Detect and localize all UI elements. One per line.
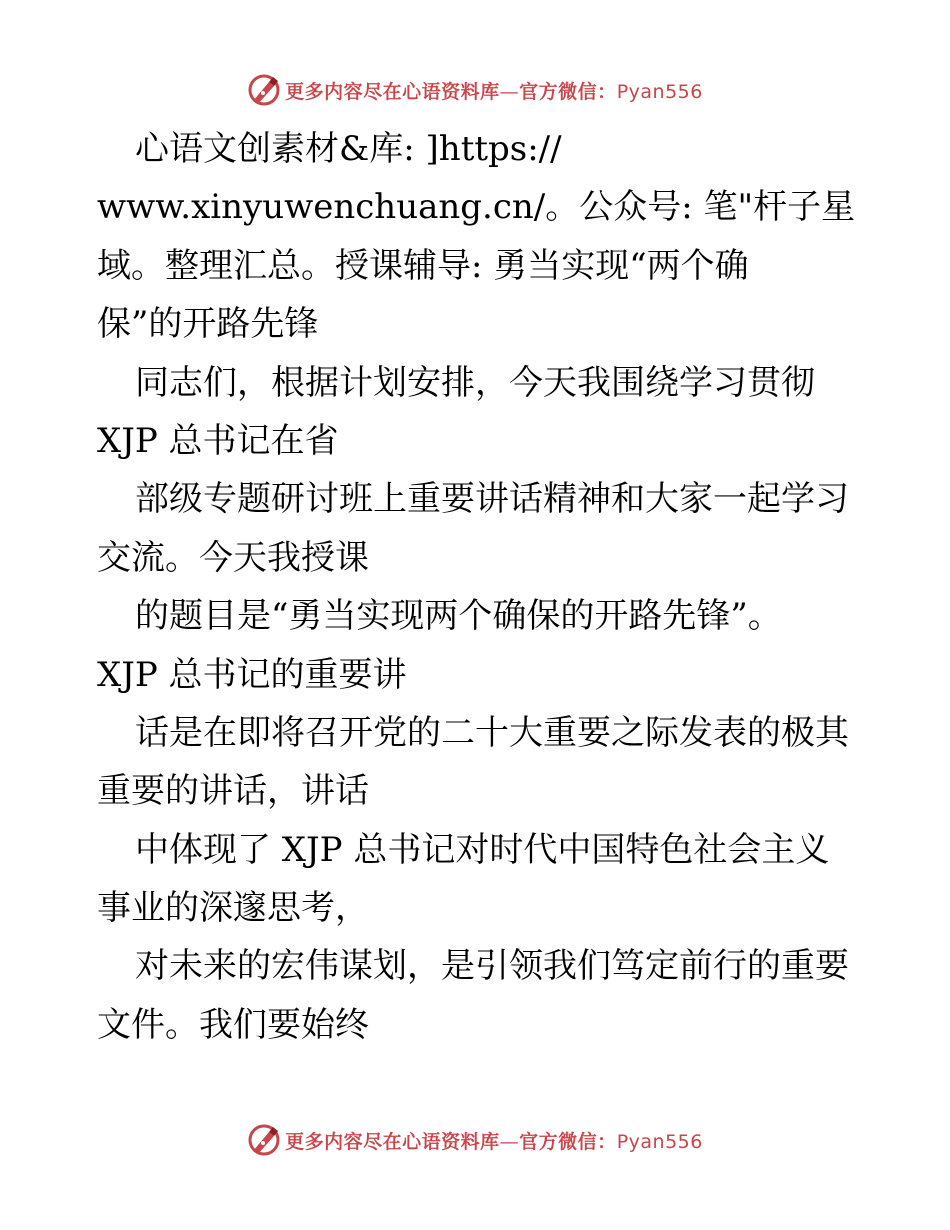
header-banner-text	[285, 77, 703, 104]
text-line: 的题目是“勇当实现两个确保的开路先锋”。	[135, 596, 782, 637]
footer-banner	[0, 1120, 950, 1160]
text-line: 交流。今天我授课	[97, 537, 369, 578]
text-line: 同志们，根据计划安排，今天我围绕学习贯彻	[135, 362, 815, 403]
text-line: 重要的讲话，讲话	[97, 771, 369, 812]
text-line: 对未来的宏伟谋划，是引领我们笃定前行的重要	[135, 946, 849, 987]
text-line: 保”的开路先锋	[97, 304, 319, 345]
document-body	[97, 120, 857, 1054]
text-line: 中体现了 XJP 总书记对时代中国特色社会主义	[135, 829, 830, 870]
banner-official: 官方微信：	[519, 1130, 617, 1153]
pen-logo-icon	[247, 73, 281, 107]
pen-logo-icon	[247, 1123, 281, 1157]
footer-banner-text	[285, 1127, 703, 1154]
header-banner	[0, 70, 950, 110]
text-line: 域。整理汇总。授课辅导: 勇当实现“两个确	[97, 245, 749, 286]
banner-official: 官方微信：	[519, 80, 617, 103]
text-line: 话是在即将召开党的二十大重要之际发表的极其	[135, 712, 849, 753]
text-line: 心语文创素材&库: ]https://	[135, 129, 562, 169]
text-line: www.xinyuwenchuang.cn/。公众号: 笔"杆子星	[97, 187, 856, 228]
text-line: XJP 总书记的重要讲	[97, 654, 407, 695]
banner-wechat-id: Pyan556	[616, 1130, 703, 1153]
banner-prefix: 更多内容尽在心语资料库	[285, 1130, 500, 1153]
banner-dash: —	[499, 1130, 520, 1153]
text-line: 部级专题研讨班上重要讲话精神和大家一起学习	[135, 479, 849, 520]
banner-prefix: 更多内容尽在心语资料库	[285, 80, 500, 103]
banner-dash: —	[499, 80, 520, 103]
text-line: XJP 总书记在省	[97, 420, 339, 461]
banner-wechat-id: Pyan556	[616, 80, 703, 103]
text-line: 事业的深邃思考，	[97, 888, 369, 929]
text-line: 文件。我们要始终	[97, 1004, 369, 1045]
